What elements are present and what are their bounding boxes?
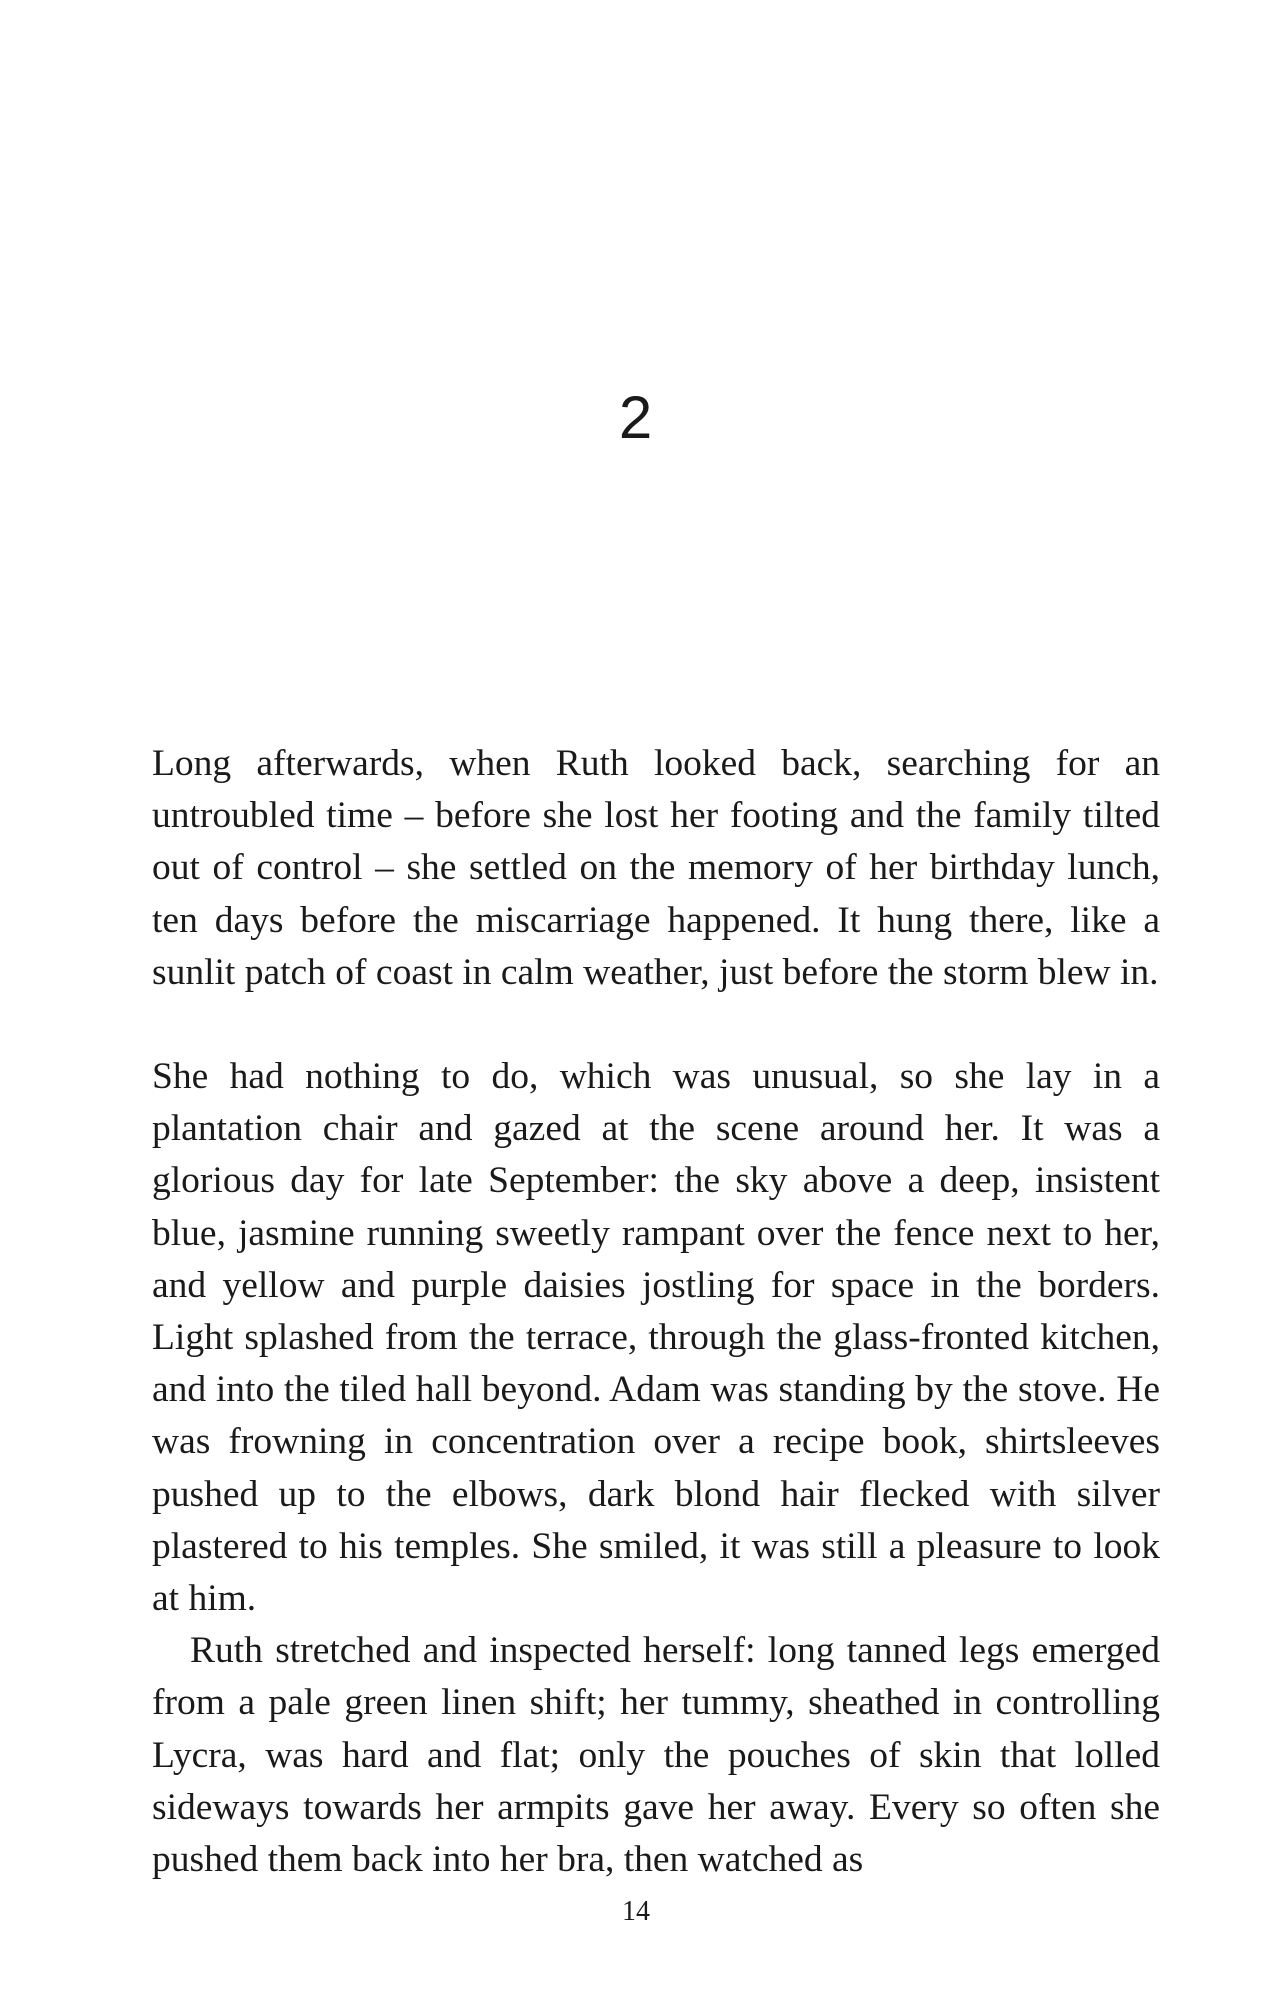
page-number: 14 [622,1896,650,1927]
chapter-number: 2 [618,384,654,451]
paragraph-3: Ruth stretched and inspected herself: long tanned legs emerged from a pale green linen shift; her tummy, sheathed in controlling Lycra, was hard and flat; only the pouches of skin that lolled sideways towards her armpits gave her away. Every so often she pushed them back into her bra, then watched as [152,1630,1160,1881]
body-text [152,738,1160,1886]
paragraph-1: Long afterwards, when Ruth looked back, searching for an untroubled time – before she lost her footing and the family tilted out of control – she settled on the memory of her birthday lunch, ten days before the miscarriage happened. It hung there, like a sunlit patch of coast in calm weather, just before the storm blew in. [152,743,1160,993]
paragraph-2: She had nothing to do, which was unusual, so she lay in a plantation chair and gazed at the scene around her. It was a glorious day for late September: the sky above a deep, insistent blue, jasmine running sweetly rampant over the fence next to her, and yellow and purple daisies jostling for space in the borders. Light splashed from the terrace, through the glass-fronted kitchen, and into the tiled hall beyond. Adam was standing by the stove. He was frowning in concentration over a recipe book, shirtsleeves pushed up to the elbows, dark blond hair flecked with silver plastered to his temples. She smiled, it was still a pleasure to look at him. [152,1056,1160,1620]
